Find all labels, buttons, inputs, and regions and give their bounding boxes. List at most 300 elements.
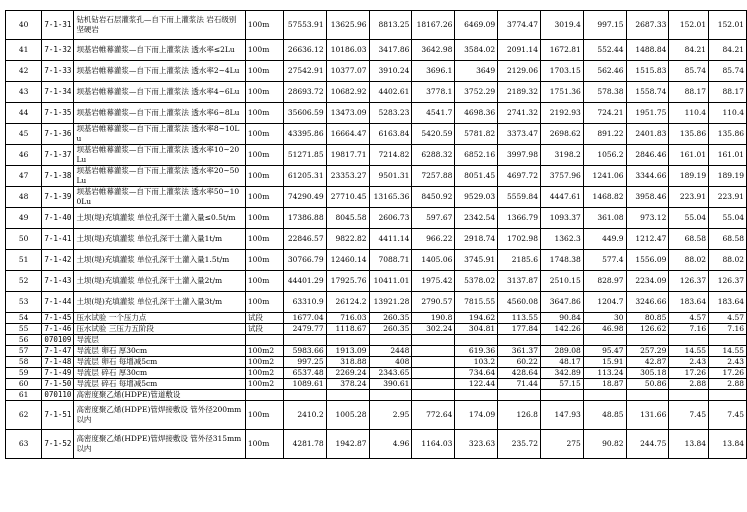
cell-fee-1: 577.4 [583,250,626,271]
cell-profit: 1702.98 [498,229,541,250]
cell-row-number: 48 [6,187,42,208]
cell-total-price: 2479.77 [283,324,326,335]
cell-fee-3: 126.37 [669,271,709,292]
cell-machinery-cost: 8450.92 [412,187,455,208]
cell-total-price: 5983.66 [283,346,326,357]
cell-material-cost: 260.35 [369,324,412,335]
cell-fee-1: 18.87 [583,379,626,390]
cell-quota-code: 7-1-49 [42,368,74,379]
cell-labor-cost: 716.03 [326,313,369,324]
cell-quota-code: 7-1-52 [42,430,74,459]
cell-profit: 4560.08 [498,292,541,313]
cell-tax: 275 [540,430,583,459]
cell-fee-3: 161.01 [669,145,709,166]
cell-profit: 2741.32 [498,103,541,124]
cell-fee-1: 828.97 [583,271,626,292]
cell-fee-4: 110.4 [709,103,747,124]
table-row [6,166,747,187]
cell-quota-code: 7-1-38 [42,166,74,187]
cell-fee-3 [669,335,709,346]
cell-total-price [283,390,326,401]
cell-labor-cost: 1005.28 [326,401,369,430]
cell-item-name: 坝基岩帷幕灌浆—自下而上灌浆法 透水率≤2Lu [74,40,245,61]
cell-labor-cost [326,335,369,346]
cell-fee-1: 724.21 [583,103,626,124]
cell-overhead-cost: 9529.03 [455,187,498,208]
cell-row-number: 62 [6,401,42,430]
cell-material-cost: 2606.73 [369,208,412,229]
cell-quota-code: 7-1-39 [42,187,74,208]
cell-profit: 113.55 [498,313,541,324]
cell-machinery-cost: 1164.03 [412,430,455,459]
cell-total-price: 6537.48 [283,368,326,379]
cell-tax: 3198.2 [540,145,583,166]
cell-fee-1: 449.9 [583,229,626,250]
table-row [6,313,747,324]
cell-fee-4: 88.17 [709,82,747,103]
cell-profit: 4697.72 [498,166,541,187]
cell-overhead-cost: 5781.82 [455,124,498,145]
cell-fee-2: 3344.66 [626,166,669,187]
cell-machinery-cost: 4541.7 [412,103,455,124]
cell-tax [540,390,583,401]
cell-material-cost: 2343.65 [369,368,412,379]
cell-unit: 100m2 [245,346,283,357]
cell-material-cost: 4.96 [369,430,412,459]
cell-machinery-cost: 3696.1 [412,61,455,82]
cell-material-cost [369,390,412,401]
cell-material-cost: 2.95 [369,401,412,430]
cell-row-number: 42 [6,61,42,82]
cell-fee-2: 244.75 [626,430,669,459]
cell-fee-3: 110.4 [669,103,709,124]
cell-overhead-cost [455,390,498,401]
cell-tax: 1751.36 [540,82,583,103]
cell-row-number: 55 [6,324,42,335]
cell-row-number: 52 [6,271,42,292]
table-row [6,82,747,103]
cell-material-cost: 7088.71 [369,250,412,271]
cell-quota-code: 7-1-48 [42,357,74,368]
cell-unit: 100m [245,250,283,271]
cell-unit: 100m [245,82,283,103]
cell-machinery-cost: 302.24 [412,324,455,335]
cell-item-name: 坝基岩帷幕灌浆—自下而上灌浆法 透水率10~20Lu [74,145,245,166]
cell-item-name: 坝基岩帷幕灌浆—自下而上灌浆法 透水率4~6Lu [74,82,245,103]
cell-fee-2: 131.66 [626,401,669,430]
cell-quota-code: 7-1-32 [42,40,74,61]
cell-unit: 100m [245,61,283,82]
cell-fee-2: 50.86 [626,379,669,390]
cell-machinery-cost: 772.64 [412,401,455,430]
cell-profit: 3137.87 [498,271,541,292]
cell-unit: 100m [245,103,283,124]
cell-fee-3: 88.17 [669,82,709,103]
cell-tax: 142.26 [540,324,583,335]
cell-profit: 428.64 [498,368,541,379]
cell-fee-2: 257.29 [626,346,669,357]
cell-row-number: 50 [6,229,42,250]
cell-fee-2 [626,335,669,346]
quota-table [5,10,747,459]
cell-overhead-cost: 3649 [455,61,498,82]
cell-fee-4: 14.55 [709,346,747,357]
cell-machinery-cost: 7257.88 [412,166,455,187]
cell-profit: 71.44 [498,379,541,390]
cell-profit: 3774.47 [498,11,541,40]
cell-row-number: 59 [6,368,42,379]
table-row [6,335,747,346]
cell-total-price: 2410.2 [283,401,326,430]
cell-fee-1: 95.47 [583,346,626,357]
cell-material-cost: 13921.28 [369,292,412,313]
cell-unit: 100m [245,229,283,250]
table-row [6,271,747,292]
cell-profit: 5559.84 [498,187,541,208]
table-row [6,208,747,229]
cell-row-number: 43 [6,82,42,103]
cell-fee-4: 152.01 [709,11,747,40]
cell-labor-cost [326,390,369,401]
cell-row-number: 40 [6,11,42,40]
cell-row-number: 49 [6,208,42,229]
cell-profit: 60.22 [498,357,541,368]
cell-overhead-cost: 3584.02 [455,40,498,61]
table-row [6,229,747,250]
cell-fee-4: 2.43 [709,357,747,368]
cell-item-name: 高密度聚乙烯(HDPE)管焊接敷设 管外径200mm以内 [74,401,245,430]
cell-labor-cost: 318.88 [326,357,369,368]
cell-item-name: 压水试验 三压力五阶段 [74,324,245,335]
cell-overhead-cost: 3752.29 [455,82,498,103]
cell-quota-code: 7-1-47 [42,346,74,357]
cell-quota-code: 7-1-51 [42,401,74,430]
cell-tax: 3019.4 [540,11,583,40]
cell-fee-3: 4.57 [669,313,709,324]
cell-quota-code: 7-1-46 [42,324,74,335]
cell-fee-1: 113.24 [583,368,626,379]
cell-labor-cost: 378.24 [326,379,369,390]
cell-labor-cost: 1942.87 [326,430,369,459]
cell-profit: 126.8 [498,401,541,430]
cell-item-name: 钻机钻岩石层灌浆孔—自下而上灌浆法 岩石级别 坚硬岩 [74,11,245,40]
cell-unit: 试段 [245,313,283,324]
cell-material-cost: 260.35 [369,313,412,324]
cell-material-cost: 7214.82 [369,145,412,166]
cell-material-cost [369,335,412,346]
cell-labor-cost: 9822.82 [326,229,369,250]
cell-item-name: 坝基岩帷幕灌浆—自下而上灌浆法 透水率50~100Lu [74,187,245,208]
cell-machinery-cost [412,390,455,401]
cell-item-name: 导流层 碎石 每增减5cm [74,379,245,390]
cell-fee-4 [709,335,747,346]
cell-fee-2: 42.87 [626,357,669,368]
cell-fee-4: 7.45 [709,401,747,430]
cell-row-number: 46 [6,145,42,166]
cell-total-price: 30766.79 [283,250,326,271]
cell-item-name: 土坝(堤)充填灌浆 单位孔深干土灌入量1.5t/m [74,250,245,271]
cell-machinery-cost: 1975.42 [412,271,455,292]
cell-material-cost: 8813.25 [369,11,412,40]
cell-overhead-cost: 8051.45 [455,166,498,187]
cell-total-price: 44401.29 [283,271,326,292]
cell-total-price: 997.25 [283,357,326,368]
cell-total-price: 51271.85 [283,145,326,166]
cell-fee-3: 2.43 [669,357,709,368]
cell-unit: 100m [245,40,283,61]
cell-overhead-cost: 194.62 [455,313,498,324]
cell-quota-code: 7-1-42 [42,250,74,271]
cell-machinery-cost [412,335,455,346]
cell-fee-3: 183.64 [669,292,709,313]
cell-labor-cost: 2269.24 [326,368,369,379]
cell-material-cost: 3417.86 [369,40,412,61]
cell-fee-2: 2401.83 [626,124,669,145]
cell-fee-1: 562.46 [583,61,626,82]
cell-fee-2: 973.12 [626,208,669,229]
cell-row-number: 47 [6,166,42,187]
cell-item-name: 土坝(堤)充填灌浆 单位孔深干土灌入量3t/m [74,292,245,313]
cell-labor-cost: 23353.27 [326,166,369,187]
cell-item-name: 压水试验 一个压力点 [74,313,245,324]
cell-machinery-cost [412,346,455,357]
cell-fee-2: 305.18 [626,368,669,379]
cell-fee-1 [583,390,626,401]
cell-quota-code: 7-1-43 [42,271,74,292]
cell-fee-1: 90.82 [583,430,626,459]
cell-overhead-cost: 323.63 [455,430,498,459]
cell-tax: 1703.15 [540,61,583,82]
cell-total-price: 28693.72 [283,82,326,103]
cell-fee-3: 223.91 [669,187,709,208]
cell-fee-1 [583,335,626,346]
cell-fee-4: 17.26 [709,368,747,379]
cell-fee-3: 55.04 [669,208,709,229]
cell-material-cost: 6163.84 [369,124,412,145]
cell-profit: 361.37 [498,346,541,357]
cell-overhead-cost: 5378.02 [455,271,498,292]
cell-total-price: 22846.57 [283,229,326,250]
table-row [6,61,747,82]
cell-tax: 3647.86 [540,292,583,313]
table-row [6,368,747,379]
cell-overhead-cost: 6469.09 [455,11,498,40]
cell-unit: 100m2 [245,379,283,390]
cell-tax: 4447.61 [540,187,583,208]
cell-tax [540,335,583,346]
cell-fee-3: 189.19 [669,166,709,187]
cell-item-name: 坝基岩帷幕灌浆—自下而上灌浆法 透水率8~10Lu [74,124,245,145]
table-row [6,292,747,313]
cell-machinery-cost: 6288.32 [412,145,455,166]
cell-material-cost: 408 [369,357,412,368]
cell-machinery-cost: 190.8 [412,313,455,324]
cell-labor-cost: 10377.07 [326,61,369,82]
cell-tax: 1672.81 [540,40,583,61]
cell-unit: 100m [245,187,283,208]
cell-fee-1: 1056.2 [583,145,626,166]
cell-fee-3: 7.16 [669,324,709,335]
cell-material-cost: 390.61 [369,379,412,390]
cell-profit: 2185.6 [498,250,541,271]
cell-fee-4: 7.16 [709,324,747,335]
cell-tax: 342.89 [540,368,583,379]
cell-quota-code: 7-1-34 [42,82,74,103]
cell-unit: 100m [245,124,283,145]
cell-fee-3: 135.86 [669,124,709,145]
cell-tax: 1093.37 [540,208,583,229]
cell-labor-cost: 13625.96 [326,11,369,40]
cell-tax: 1748.38 [540,250,583,271]
cell-total-price [283,335,326,346]
cell-material-cost: 5283.23 [369,103,412,124]
cell-item-name: 高密度聚乙烯(HDPE)管焊接敷设 管外径315mm以内 [74,430,245,459]
cell-row-number: 44 [6,103,42,124]
cell-material-cost: 2448 [369,346,412,357]
cell-item-name: 导流层 碎石 厚30cm [74,368,245,379]
table-row [6,40,747,61]
cell-labor-cost: 10682.92 [326,82,369,103]
cell-row-number: 51 [6,250,42,271]
cell-machinery-cost: 2790.57 [412,292,455,313]
table-row [6,357,747,368]
cell-fee-4: 88.02 [709,250,747,271]
cell-fee-3: 13.84 [669,430,709,459]
cell-total-price: 74290.49 [283,187,326,208]
cell-quota-code: 7-1-50 [42,379,74,390]
cell-profit: 3373.47 [498,124,541,145]
table-row [6,430,747,459]
cell-fee-2: 1212.47 [626,229,669,250]
cell-fee-2: 2234.09 [626,271,669,292]
cell-machinery-cost: 966.22 [412,229,455,250]
cell-tax: 2698.62 [540,124,583,145]
cell-fee-3: 68.58 [669,229,709,250]
cell-fee-1: 552.44 [583,40,626,61]
cell-fee-2: 2846.46 [626,145,669,166]
cell-quota-code: 7-1-40 [42,208,74,229]
cell-fee-2: 1488.84 [626,40,669,61]
cell-labor-cost: 12460.14 [326,250,369,271]
cell-item-name: 土坝(堤)充填灌浆 单位孔深干土灌入量2t/m [74,271,245,292]
cell-unit: 试段 [245,324,283,335]
cell-machinery-cost [412,379,455,390]
cell-item-name: 导流层 卵石 厚30cm [74,346,245,357]
cell-machinery-cost: 18167.26 [412,11,455,40]
cell-row-number: 58 [6,357,42,368]
cell-labor-cost: 27710.45 [326,187,369,208]
cell-profit: 2189.32 [498,82,541,103]
cell-overhead-cost: 7815.55 [455,292,498,313]
cell-quota-code: 7-1-36 [42,124,74,145]
cell-fee-2: 126.62 [626,324,669,335]
cell-fee-4: 4.57 [709,313,747,324]
cell-unit [245,335,283,346]
cell-fee-1: 578.38 [583,82,626,103]
cell-unit: 100m [245,401,283,430]
cell-overhead-cost: 6852.16 [455,145,498,166]
cell-fee-4: 2.88 [709,379,747,390]
cell-labor-cost: 17925.76 [326,271,369,292]
cell-labor-cost: 1118.67 [326,324,369,335]
cell-row-number: 61 [6,390,42,401]
cell-unit: 100m [245,208,283,229]
cell-total-price: 4281.78 [283,430,326,459]
cell-quota-code: 7-1-35 [42,103,74,124]
cell-overhead-cost: 122.44 [455,379,498,390]
cell-profit: 177.84 [498,324,541,335]
cell-unit: 100m [245,166,283,187]
table-row [6,390,747,401]
cell-fee-4: 126.37 [709,271,747,292]
cell-overhead-cost: 619.36 [455,346,498,357]
cell-fee-3: 14.55 [669,346,709,357]
cell-quota-code: 7-1-44 [42,292,74,313]
cell-profit: 2129.06 [498,61,541,82]
cell-fee-1: 48.85 [583,401,626,430]
cell-row-number: 54 [6,313,42,324]
cell-fee-4: 68.58 [709,229,747,250]
cell-total-price: 26636.12 [283,40,326,61]
cell-material-cost: 3910.24 [369,61,412,82]
cell-quota-code: 070110 [42,390,74,401]
cell-unit: 100m [245,430,283,459]
cell-profit [498,335,541,346]
cell-fee-4: 85.74 [709,61,747,82]
cell-total-price: 61205.31 [283,166,326,187]
cell-tax: 1362.3 [540,229,583,250]
cell-fee-4: 55.04 [709,208,747,229]
cell-overhead-cost: 2342.54 [455,208,498,229]
cell-fee-3: 152.01 [669,11,709,40]
cell-total-price: 63310.9 [283,292,326,313]
cell-overhead-cost: 734.64 [455,368,498,379]
cell-tax: 3757.96 [540,166,583,187]
cell-total-price: 35606.59 [283,103,326,124]
table-row [6,346,747,357]
cell-tax: 289.08 [540,346,583,357]
cell-fee-1: 361.08 [583,208,626,229]
table-row [6,11,747,40]
cell-item-name: 高密度聚乙烯(HDPE)管道敷设 [74,390,245,401]
cell-labor-cost: 16664.47 [326,124,369,145]
cell-machinery-cost: 1405.06 [412,250,455,271]
cell-fee-1: 15.91 [583,357,626,368]
cell-labor-cost: 26124.2 [326,292,369,313]
cell-fee-3: 85.74 [669,61,709,82]
cell-fee-2: 1556.09 [626,250,669,271]
cell-unit: 100m [245,292,283,313]
cell-quota-code: 070109 [42,335,74,346]
table-row [6,379,747,390]
cell-item-name: 导流层 [74,335,245,346]
cell-row-number: 57 [6,346,42,357]
cell-row-number: 41 [6,40,42,61]
cell-fee-1: 1204.7 [583,292,626,313]
cell-item-name: 坝基岩帷幕灌浆—自下而上灌浆法 透水率2~4Lu [74,61,245,82]
table-row [6,250,747,271]
cell-fee-4 [709,390,747,401]
cell-fee-3: 17.26 [669,368,709,379]
cell-material-cost: 4402.61 [369,82,412,103]
cell-row-number: 63 [6,430,42,459]
cell-labor-cost: 8045.58 [326,208,369,229]
cell-fee-3: 2.88 [669,379,709,390]
table-row [6,324,747,335]
cell-fee-4: 135.86 [709,124,747,145]
cell-quota-code: 7-1-45 [42,313,74,324]
cell-fee-2 [626,390,669,401]
